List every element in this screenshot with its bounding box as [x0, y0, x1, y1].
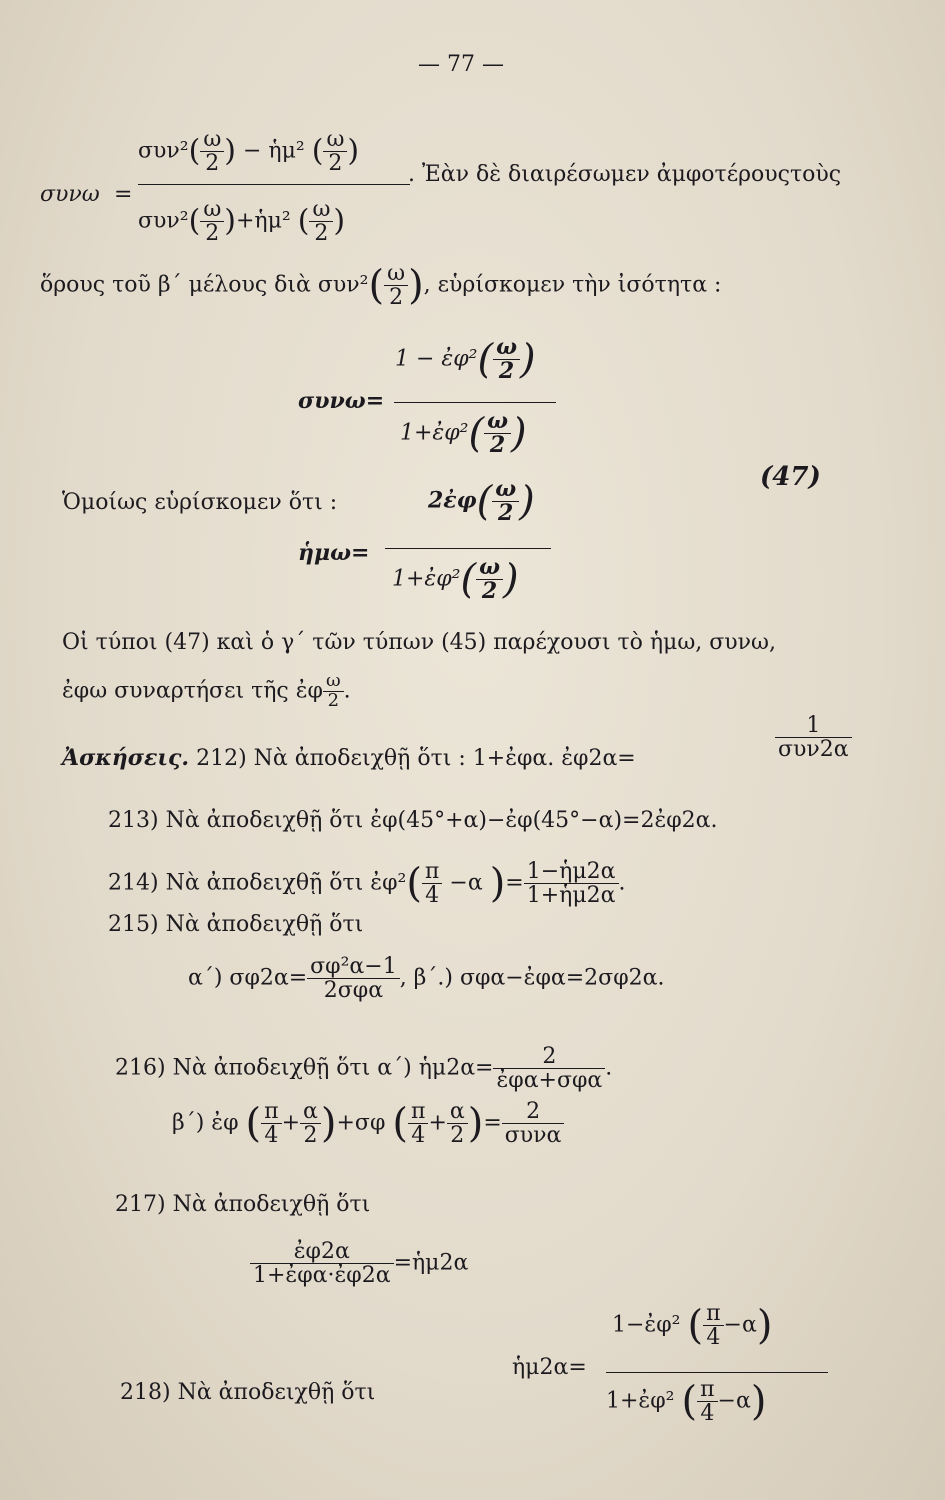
f47-cos-num-frac: $\frac{\omega}{2}$ [493, 336, 520, 383]
ex218-num: 1−ἐφ² ( $\frac{\pi}{4}$ −α) [612, 1301, 773, 1351]
f47-sin-bar [385, 548, 551, 549]
top-denominator: συν²( $\frac{\omega}{2}$ )+ἡμ² ( $\frac{\omega}{2}$ ) [138, 197, 346, 247]
ex218-den: 1+ἐφ² ( $\frac{\pi}{4}$ −α) [606, 1377, 767, 1427]
ex216-frac: $\frac{2}{\text{ἐφα+σφα}}$ [493, 1045, 605, 1092]
ex218-lhs: ἡμ2α= [512, 1355, 587, 1380]
para-line2 [62, 672, 351, 711]
f47-sin-num-text: 2ἐφ [428, 487, 477, 514]
f47-cos-lhs: συνω= [298, 388, 385, 414]
ex215-line: 215) Νὰ ἀποδειχθῇ ὅτι [108, 912, 364, 937]
line2-a: ὅρους τοῦ β΄ μέλους διὰ συν² [40, 272, 369, 298]
ex216-b-frac4: $\frac{\alpha}{2}$ [447, 1100, 468, 1147]
f47-sin-num-frac: $\frac{\omega}{2}$ [492, 478, 519, 525]
line2-frac: $\frac{\omega}{2}$ [384, 262, 408, 309]
f47-sin-den-frac: $\frac{\omega}{2}$ [476, 556, 503, 603]
top-eq: = [114, 182, 133, 207]
f47-cos-bar [394, 402, 556, 403]
f47-sin-lhs: ἡμω= [298, 540, 370, 566]
top-den-frac2: $\frac{\omega}{2}$ [309, 198, 333, 245]
ex216-text: 216) Νὰ ἀποδειχθῇ ὅτι α΄) ἡμ2α= [115, 1055, 494, 1081]
ex215-formula [188, 955, 664, 1002]
f47-cos-num-text: 1 − ἐφ² [395, 346, 478, 372]
ex215-frac: $\frac{\text{σφ²α−1}}{\text{2σφα}}$ [307, 955, 400, 1002]
f47-cos-den: 1+ἐφ²( $\frac{\omega}{2}$ ) [400, 408, 527, 459]
top-den-cos: συν² [138, 208, 189, 234]
ex216-b-plus1: + [281, 1110, 301, 1136]
ex217-rhs: =ἡμ2α [393, 1250, 469, 1276]
top-numerator: συν²( $\frac{\omega}{2}$ ) − ἡμ² ( $\frac{\omega}{2}$ ) [138, 127, 360, 177]
top-num-frac1: $\frac{\omega}{2}$ [200, 128, 224, 175]
f47-cos-den-text: 1+ἐφ² [400, 420, 469, 446]
ex216-b-eq: = [483, 1110, 502, 1136]
para-line1: Οἱ τύποι (47) καὶ ὁ γ΄ τῶν τύπων (45) παρέχουσι τὸ ἡμω, συνω, [62, 630, 776, 655]
page-number: — 77 — [418, 52, 504, 77]
ex216-b-label: β΄) ἐφ [172, 1110, 239, 1136]
ex216-b-plus-sf: +σφ [336, 1110, 386, 1136]
omoiws-text: Ὁμοίως εὑρίσκομεν ὅτι : [62, 490, 338, 515]
top-num-frac2: $\frac{\omega}{2}$ [323, 128, 347, 175]
f47-sin-den-text: 1+ἐφ² [392, 566, 461, 592]
top-num-sin: − ἡμ² [242, 138, 305, 164]
para-line2-text: ἐφω συναρτήσει τῆς ἐφ [62, 678, 323, 704]
ex216-b-frac3: $\frac{\pi}{4}$ [408, 1100, 428, 1147]
ex214-pi-frac: $\frac{\pi}{4}$ [422, 860, 442, 907]
line2-b: , εὑρίσκομεν τὴν ἰσότητα : [423, 272, 722, 298]
ex212-den: συν2α [778, 737, 849, 763]
ex212-num: 1 [806, 713, 821, 738]
ex214-dot: . [618, 870, 626, 896]
top-fraction-bar [138, 184, 410, 185]
ex212-text: 212) Νὰ ἀποδειχθῇ ὅτι : 1+ἐφα. ἐφ2α= [189, 746, 636, 771]
ex218-num-frac: $\frac{\pi}{4}$ [703, 1302, 723, 1349]
top-num-cos: συν² [138, 138, 189, 164]
ex215-a-label: α΄) σφ2α= [188, 965, 308, 991]
ex217-formula [250, 1240, 468, 1287]
ex216-b-plus2: + [428, 1110, 447, 1136]
f47-sin-num: 2ἐφ( $\frac{\omega}{2}$ ) [428, 476, 535, 527]
ex216-b-rhs: $\frac{2}{\text{συνα}}$ [502, 1100, 565, 1147]
top-den-sin: +ἡμ² [235, 208, 291, 234]
ex214-minus-a: −α [449, 870, 483, 896]
f47-cos-den-frac: $\frac{\omega}{2}$ [484, 410, 511, 457]
para-line2-dot: . [343, 678, 351, 704]
top-den-frac1: $\frac{\omega}{2}$ [200, 198, 224, 245]
ex213-line: 213) Νὰ ἀποδειχθῇ ὅτι ἐφ(45°+α)−ἐφ(45°−α)=2ἐφ2α. [108, 808, 718, 833]
exercises-heading: Ἀσκήσεις. [62, 745, 190, 771]
ex212-line [62, 745, 636, 771]
ex214-eq: = [505, 870, 524, 896]
ex216-b-frac2: $\frac{\alpha}{2}$ [300, 1100, 321, 1147]
ex216-dot: . [605, 1055, 613, 1081]
ex218-bar [606, 1372, 828, 1373]
ex218-line: 218) Νὰ ἀποδειχθῇ ὅτι [120, 1380, 376, 1405]
ex214-rhs-frac: $\frac{\text{1−ἡμ2α}}{\text{1+ἡμ2α}}$ [524, 860, 619, 907]
para-frac: $\frac{\omega}{2}$ [323, 672, 344, 711]
ex218-den-minus-a: −α [717, 1388, 751, 1414]
f47-label: (47) [760, 462, 821, 492]
top-lhs: συνω [40, 182, 100, 207]
ex216-b-line: β΄) ἐφ ( $\frac{\pi}{4}$ + $\frac{\alpha}{2}$ )+σφ ( $\frac{\pi}{4}$ + $\frac{\alpha}{2}$ )= $\frac{2}{\text{συνα}}$ [172, 1100, 564, 1147]
line2: ὅρους τοῦ β΄ μέλους διὰ συν²( $\frac{\omega}{2}$ ), εὑρίσκομεν τὴν ἰσότητα : [40, 261, 722, 311]
ex216-b-frac1: $\frac{\pi}{4}$ [261, 1100, 281, 1147]
ex216-line [115, 1045, 612, 1092]
ex218-num-minus-a: −α [723, 1312, 757, 1338]
ex217-frac: $\frac{\text{ἐφ2α}}{\text{1+ἐφα·ἐφ2α}}$ [250, 1240, 394, 1287]
ex218-den-frac: $\frac{\pi}{4}$ [697, 1378, 717, 1425]
ex218-den-text: 1+ἐφ² [606, 1388, 675, 1414]
ex214-text: 214) Νὰ ἀποδειχθῇ ὅτι ἐφ² [108, 870, 407, 896]
f47-cos-num: 1 − ἐφ²( $\frac{\omega}{2}$ ) [395, 334, 536, 385]
f47-sin-den: 1+ἐφ²( $\frac{\omega}{2}$ ) [392, 554, 519, 605]
ex214-line: 214) Νὰ ἀποδειχθῇ ὅτι ἐφ²( $\frac{\pi}{4}$ −α )= $\frac{\text{1−ἡμ2α}}{\text{1+ἡμ2α}}$ . [108, 859, 626, 909]
ex217-line: 217) Νὰ ἀποδειχθῇ ὅτι [115, 1192, 371, 1217]
ex212-frac [775, 714, 852, 761]
top-tail-text: . Ἐὰν δὲ διαιρέσωμεν ἀμφοτέρουςτοὺς [408, 162, 842, 187]
ex215-b-part: , β΄.) σφα−ἐφα=2σφ2α. [399, 965, 665, 991]
ex218-num-text: 1−ἐφ² [612, 1312, 681, 1338]
